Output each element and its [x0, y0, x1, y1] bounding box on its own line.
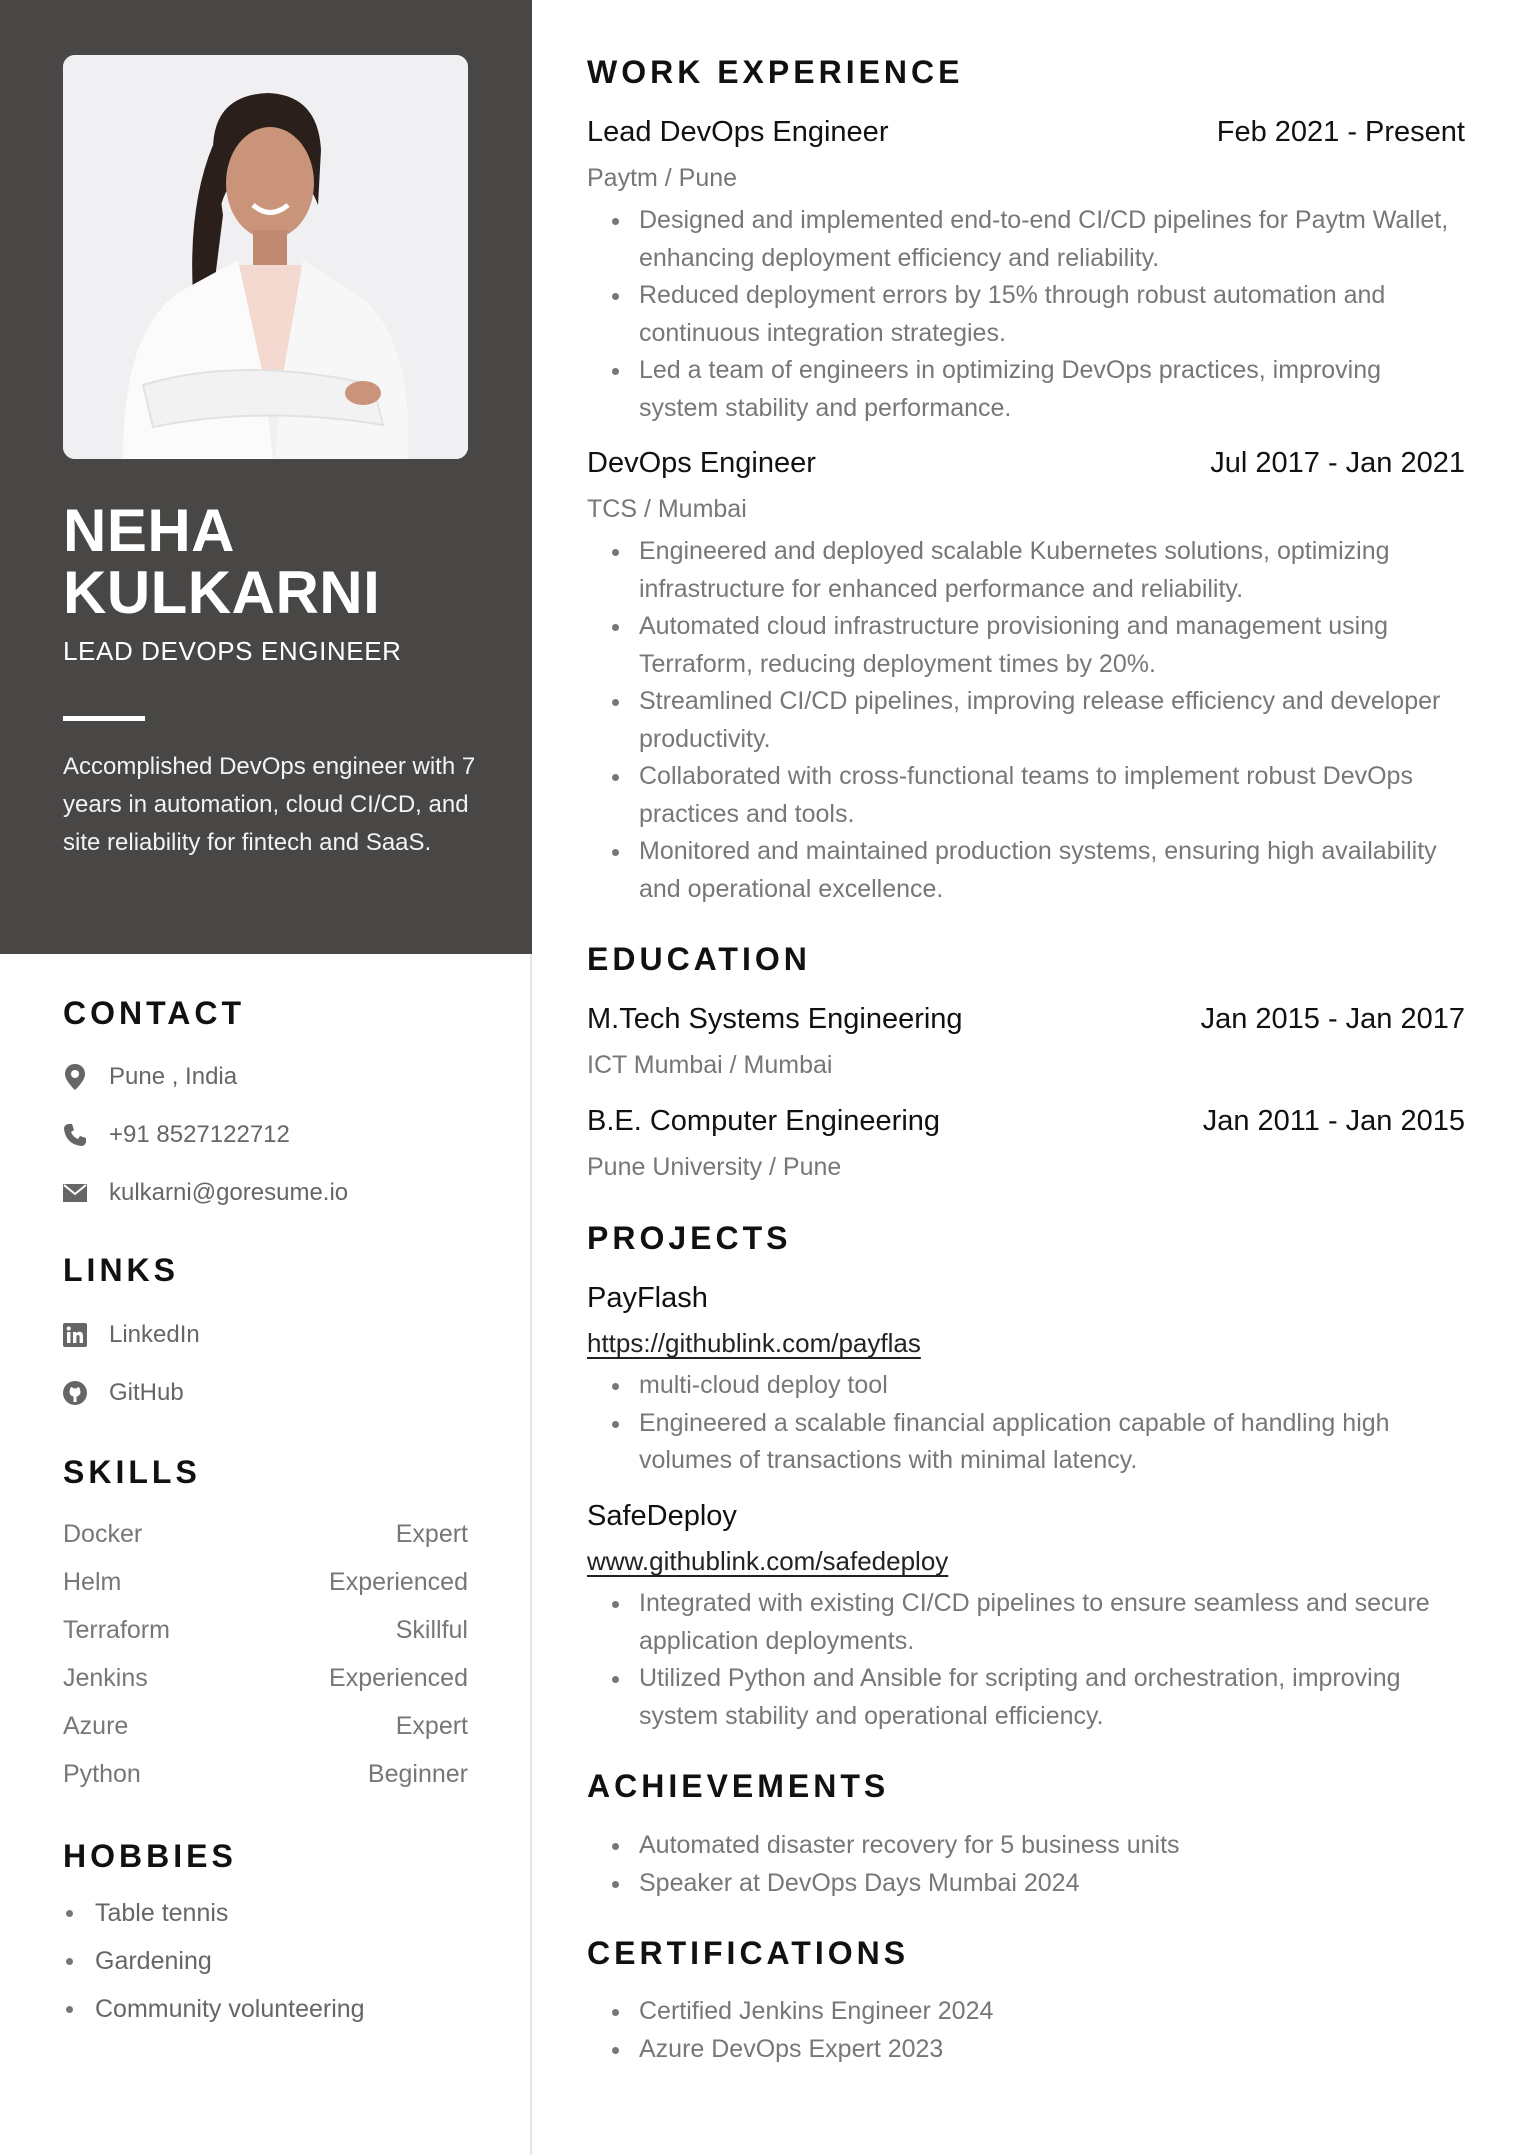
phone-text: +91 8527122712 — [109, 1121, 290, 1148]
profile-header — [0, 0, 532, 954]
profile-summary: Accomplished DevOps engineer with 7 years in automation, cloud CI/CD, and site reliability for fintech and SaaS. — [63, 753, 476, 856]
project-link[interactable]: www.githublink.com/safedeploy — [587, 1546, 949, 1576]
skill-name: Jenkins — [63, 1664, 148, 1692]
skills-heading: SKILLS — [63, 1454, 201, 1490]
skill-row — [63, 1616, 468, 1645]
skill-name: Helm — [63, 1568, 122, 1596]
achievements-heading: ACHIEVEMENTS — [587, 1768, 890, 1804]
skill-row — [63, 1664, 468, 1693]
skill-row — [63, 1760, 468, 1789]
hobby-text: Community volunteering — [95, 1995, 365, 2023]
skill-level: Skillful — [395, 1616, 468, 1644]
list-item: Led a team of engineers in optimizing DevOps practices, improving system stability and performance. — [587, 352, 1467, 427]
bullet-dot — [66, 1958, 73, 1965]
location-text: Pune , India — [109, 1063, 238, 1090]
job-dates: Feb 2021 - Present — [1216, 116, 1465, 148]
project-bullets — [587, 1585, 1467, 1735]
skill-level: Experienced — [329, 1664, 468, 1692]
skill-level: Expert — [395, 1712, 468, 1740]
job-title: Lead DevOps Engineer — [587, 116, 889, 148]
list-item: Designed and implemented end-to-end CI/CD pipelines for Paytm Wallet, enhancing deployment efficiency and reliability. — [587, 202, 1467, 277]
job-org: TCS / Mumbai — [587, 495, 747, 523]
link-linkedin[interactable] — [63, 1315, 200, 1355]
skill-name: Azure — [63, 1712, 129, 1740]
list-item: Streamlined CI/CD pipelines, improving release efficiency and developer productivity. — [587, 683, 1467, 758]
divider — [63, 716, 145, 721]
school-name: ICT Mumbai / Mumbai — [587, 1051, 833, 1079]
list-item: Utilized Python and Ansible for scripting and orchestration, improving system stability and operational efficiency. — [587, 1660, 1467, 1735]
skill-name: Docker — [63, 1520, 143, 1548]
contact-heading: CONTACT — [63, 995, 246, 1031]
email-text[interactable]: kulkarni@goresume.io — [109, 1179, 349, 1206]
last-name: KULKARNI — [63, 559, 381, 626]
phone-icon — [63, 1121, 87, 1149]
contact-location — [63, 1057, 237, 1097]
hobby-item — [63, 1947, 212, 1976]
certifications-heading: CERTIFICATIONS — [587, 1935, 910, 1971]
skill-row — [63, 1568, 468, 1597]
skill-level: Experienced — [329, 1568, 468, 1596]
list-item: Certified Jenkins Engineer 2024 — [587, 1993, 1467, 2031]
project-link[interactable]: https://githublink.com/payflas — [587, 1328, 921, 1358]
list-item: Engineered and deployed scalable Kubernetes solutions, optimizing infrastructure for enhanced performance and reliability. — [587, 533, 1467, 608]
degree-dates: Jan 2015 - Jan 2017 — [1200, 1003, 1465, 1035]
skill-row — [63, 1712, 468, 1741]
hobby-item — [63, 1899, 228, 1928]
first-name: NEHA — [63, 497, 236, 564]
list-item: Reduced deployment errors by 15% through robust automation and continuous integration strategies. — [587, 277, 1467, 352]
project-bullets — [587, 1367, 1467, 1480]
hobby-item — [63, 1995, 365, 2024]
projects-heading: PROJECTS — [587, 1220, 792, 1256]
list-item: Automated disaster recovery for 5 business units — [587, 1827, 1467, 1865]
list-item: Azure DevOps Expert 2023 — [587, 2031, 1467, 2069]
skill-level: Expert — [395, 1520, 468, 1548]
list-item: Speaker at DevOps Days Mumbai 2024 — [587, 1865, 1467, 1903]
hobby-text: Gardening — [95, 1947, 212, 1975]
location-pin-icon — [63, 1063, 87, 1091]
skill-name: Python — [63, 1760, 141, 1788]
work-heading: WORK EXPERIENCE — [587, 54, 964, 90]
job-bullets — [587, 533, 1467, 908]
certification-list — [587, 1993, 1467, 2068]
project-name: PayFlash — [587, 1282, 708, 1314]
achievement-list — [587, 1827, 1467, 1902]
github-label: GitHub — [109, 1379, 184, 1406]
degree-dates: Jan 2011 - Jan 2015 — [1202, 1105, 1465, 1137]
list-item: Engineered a scalable financial application capable of handling high volumes of transactions with minimal latency. — [587, 1405, 1467, 1480]
bullet-dot — [66, 1910, 73, 1917]
sidebar — [0, 0, 532, 2155]
linkedin-icon — [63, 1321, 87, 1349]
hobby-text: Table tennis — [95, 1899, 229, 1927]
github-icon — [63, 1379, 87, 1407]
list-item: Collaborated with cross-functional teams to implement robust DevOps practices and tools. — [587, 758, 1467, 833]
list-item: Monitored and maintained production systems, ensuring high availability and operational excellence. — [587, 833, 1467, 908]
links-heading: LINKS — [63, 1252, 179, 1288]
list-item: Integrated with existing CI/CD pipelines to ensure seamless and secure application deployments. — [587, 1585, 1467, 1660]
profile-photo — [63, 55, 468, 459]
candidate-name — [63, 497, 503, 626]
skill-level: Beginner — [367, 1760, 468, 1788]
bullet-dot — [66, 2006, 73, 2013]
degree-title: B.E. Computer Engineering — [587, 1105, 941, 1137]
job-role: LEAD DEVOPS ENGINEER — [63, 636, 402, 666]
list-item: Automated cloud infrastructure provisioning and management using Terraform, reducing deployment times by 20%. — [587, 608, 1467, 683]
hobbies-heading: HOBBIES — [63, 1838, 237, 1874]
job-bullets — [587, 202, 1467, 427]
contact-email — [63, 1173, 348, 1213]
list-item: multi-cloud deploy tool — [587, 1367, 1467, 1405]
project-name: SafeDeploy — [587, 1500, 737, 1532]
job-org: Paytm / Pune — [587, 164, 738, 192]
contact-phone — [63, 1115, 290, 1155]
degree-title: M.Tech Systems Engineering — [587, 1003, 963, 1035]
envelope-icon — [63, 1179, 87, 1207]
job-title: DevOps Engineer — [587, 447, 816, 479]
link-github[interactable] — [63, 1373, 184, 1413]
skill-name: Terraform — [63, 1616, 170, 1644]
education-heading: EDUCATION — [587, 941, 811, 977]
skill-row — [63, 1520, 468, 1549]
school-name: Pune University / Pune — [587, 1153, 842, 1181]
linkedin-label: LinkedIn — [109, 1321, 200, 1348]
job-dates: Jul 2017 - Jan 2021 — [1210, 447, 1465, 479]
